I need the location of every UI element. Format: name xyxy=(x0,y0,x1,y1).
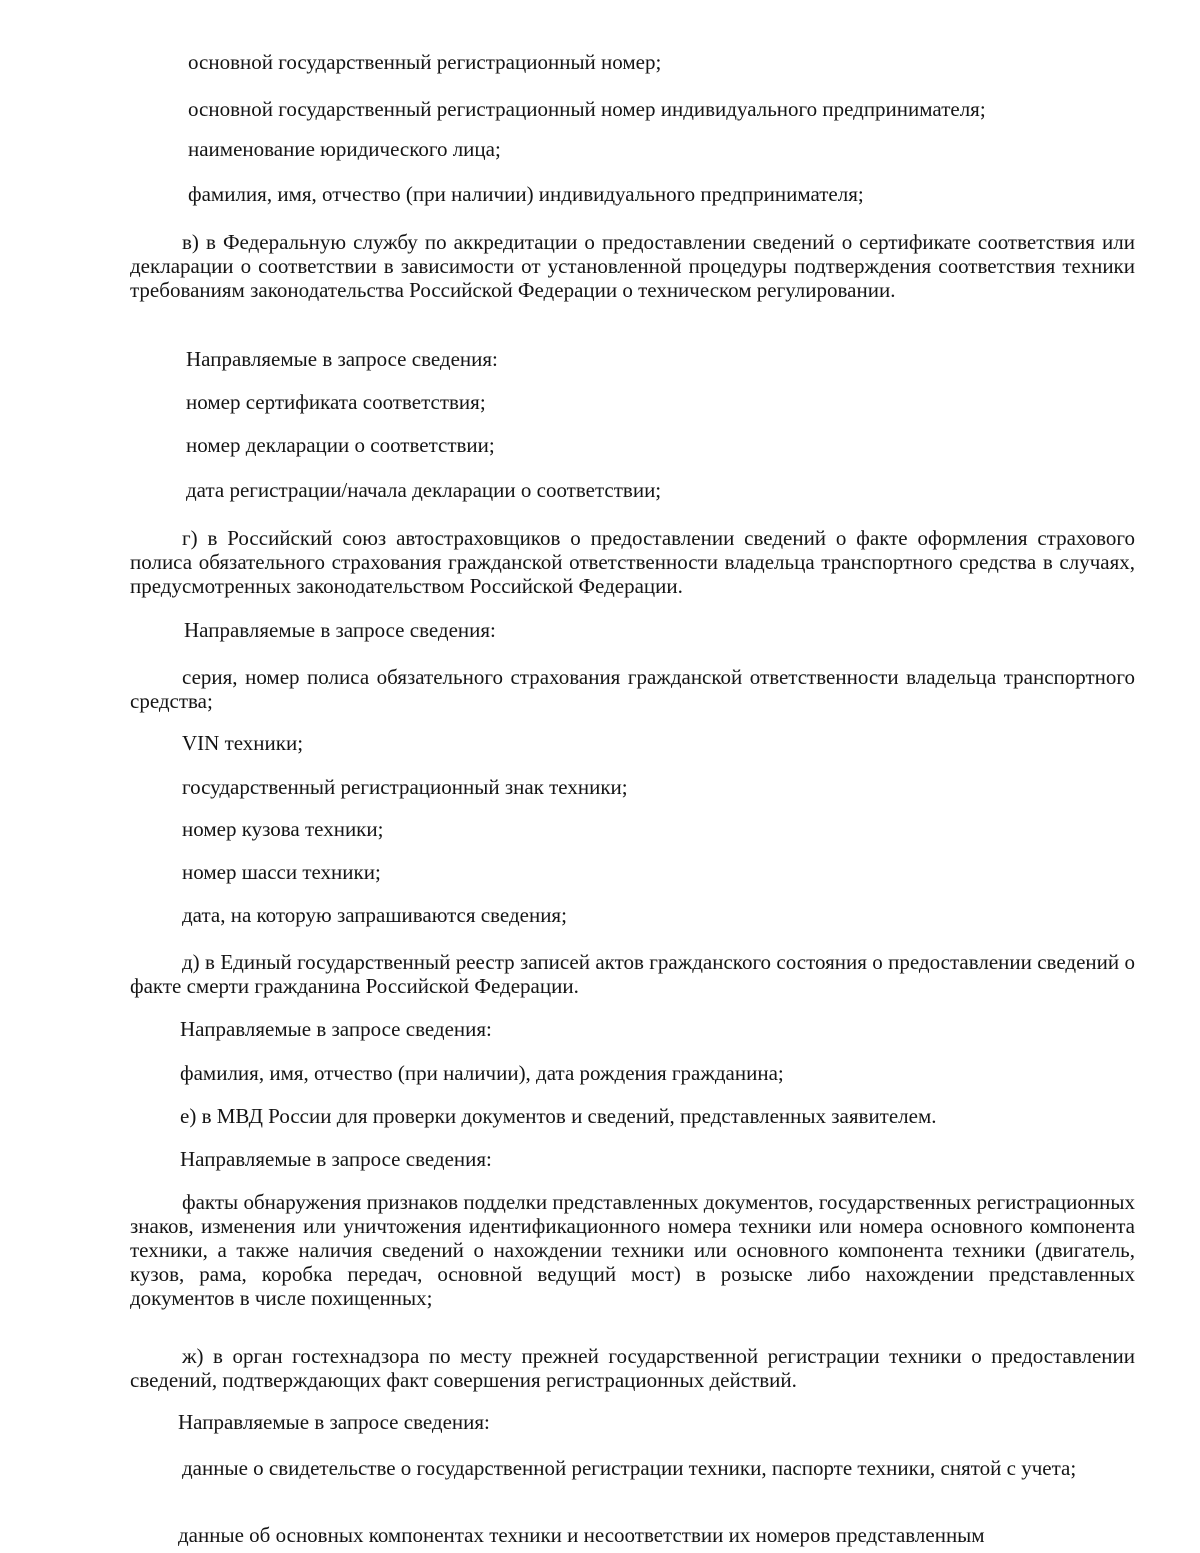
paragraph-declaration-number: номер декларации о соответствии; xyxy=(186,433,495,457)
paragraph-main-components: данные об основных компонентах техники и несоответствии их номеров представленным xyxy=(178,1523,985,1547)
paragraph-legal-entity-name: наименование юридического лица; xyxy=(188,137,501,161)
paragraph-request-info-heading: Направляемые в запросе сведения: xyxy=(180,1147,492,1171)
paragraph-item-e: е) в МВД России для проверки документов и сведений, представленных заявителем. xyxy=(180,1104,937,1128)
paragraph-body-number: номер кузова техники; xyxy=(182,817,384,841)
paragraph-entrepreneur-name: фамилия, имя, отчество (при наличии) индивидуального предпринимателя; xyxy=(188,182,864,206)
paragraph-chassis-number: номер шасси техники; xyxy=(182,860,381,884)
paragraph-osago-policy: серия, номер полиса обязательного страхования гражданской ответственности владельца транспортного средства; xyxy=(130,665,1135,713)
paragraph-declaration-date: дата регистрации/начала декларации о соответствии; xyxy=(186,478,662,502)
paragraph-request-info-heading: Направляемые в запросе сведения: xyxy=(180,1017,492,1041)
paragraph-item-zh: ж) в орган гостехнадзора по месту прежней государственной регистрации техники о предоставлении сведений, подтверждающих факт совершения регистрационных действий. xyxy=(130,1344,1135,1392)
paragraph-forgery-facts: факты обнаружения признаков подделки представленных документов, государственных регистрационных знаков, изменения или уничтожения идентификационного номера техники или номера основного компонента техники, а также наличия сведений о нахождении техники или основного компонента техники (двигатель, кузов, рама, коробка передач, основной ведущий мост) в розыске либо нахождении представленных документов в числе похищенных; xyxy=(130,1190,1135,1310)
paragraph-ogrn: основной государственный регистрационный номер; xyxy=(188,50,662,74)
paragraph-request-date: дата, на которую запрашиваются сведения; xyxy=(182,903,567,927)
paragraph-item-v: в) в Федеральную службу по аккредитации о предоставлении сведений о сертификате соответствия или декларации о соответствии в зависимости от установленной процедуры подтверждения соответствия техники требованиям законодательства Российской Федерации о техническом регулировании. xyxy=(130,230,1135,302)
paragraph-request-info-heading: Направляемые в запросе сведения: xyxy=(178,1410,490,1434)
paragraph-item-d: д) в Единый государственный реестр записей актов гражданского состояния о предоставлении сведений о факте смерти гражданина Российской Федерации. xyxy=(130,950,1135,998)
paragraph-certificate-number: номер сертификата соответствия; xyxy=(186,390,486,414)
paragraph-request-info-heading: Направляемые в запросе сведения: xyxy=(186,347,498,371)
paragraph-vin: VIN техники; xyxy=(182,731,304,755)
paragraph-item-g: г) в Российский союз автостраховщиков о предоставлении сведений о факте оформления страхового полиса обязательного страхования гражданской ответственности владельца транспортного средства в случаях, предусмотренных законодательством Российской Федерации. xyxy=(130,526,1135,598)
paragraph-citizen-data: фамилия, имя, отчество (при наличии), дата рождения гражданина; xyxy=(180,1061,784,1085)
paragraph-registration-certificate: данные о свидетельстве о государственной регистрации техники, паспорте техники, снятой с учета; xyxy=(182,1456,1077,1480)
paragraph-registration-plate: государственный регистрационный знак техники; xyxy=(182,775,628,799)
paragraph-ogrnip: основной государственный регистрационный номер индивидуального предпринимателя; xyxy=(188,97,986,121)
paragraph-request-info-heading: Направляемые в запросе сведения: xyxy=(184,618,496,642)
